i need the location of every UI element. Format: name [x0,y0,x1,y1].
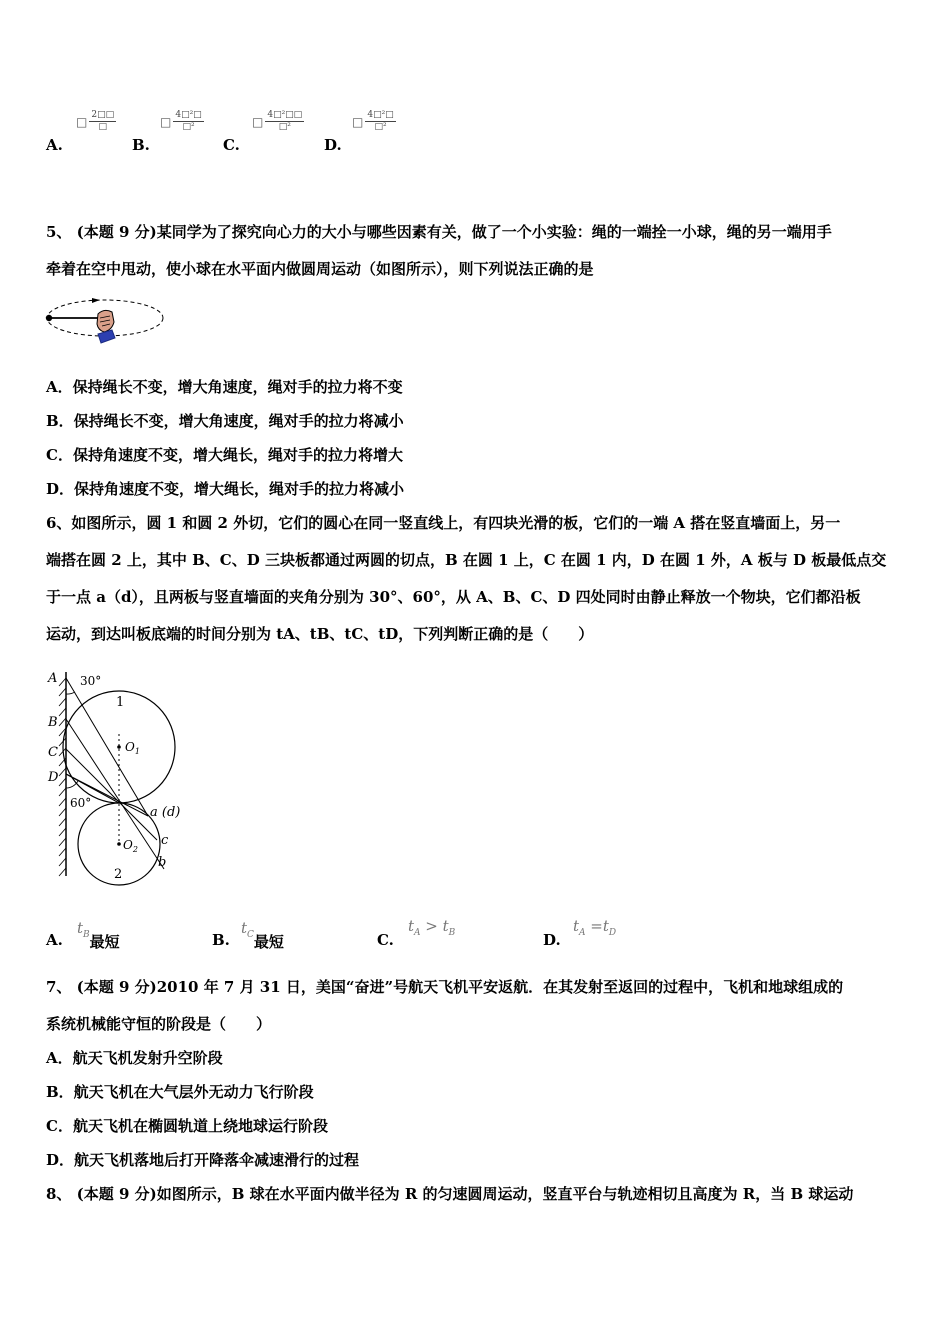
center-o2 [117,842,121,846]
label-o2: $O_2$ [123,838,138,854]
q4-option-a-label: A. [46,136,63,154]
angle-30-arc [66,692,75,694]
q5-stem-line2: 牵着在空中甩动，使小球在水平面内做圆周运动（如图所示），则下列说法正确的是 [46,260,594,278]
q7-option-c: C．航天飞机在椭圆轨道上绕地球运行阶段 [46,1117,328,1135]
q6-stem-line1: 6、如图所示，圆 1 和圆 2 外切，它们的圆心在同一竖直线上，有四块光滑的板，它们的一端 A 搭在竖直墙面上，另一 [46,514,841,532]
q4-option-b-label: B. [132,136,150,154]
label-d: D [48,770,59,785]
label-b-end: b [158,855,167,870]
label-o1: $O_1$ [125,740,140,756]
board-c [66,749,157,840]
q6-option-c-content: $t_A > t_B$ [408,917,456,938]
q7-option-a: A．航天飞机发射升空阶段 [46,1049,223,1067]
q8-stem-line1: 8、 (本题 9 分)如图所示，B 球在水平面内做半径为 R 的匀速圆周运动，竖直平台与轨迹相切且高度为 R，当 B 球运动 [46,1185,854,1203]
q5-stem-line1: 5、 (本题 9 分)某同学为了探究向心力的大小与哪些因素有关，做了一个小实验：绳的一端拴一小球，绳的另一端用手 [46,223,832,241]
label-circle-2: 2 [114,867,123,882]
q7-option-d: D．航天飞机落地后打开降落伞减速滑行的过程 [46,1151,360,1169]
hand-icon [97,310,115,343]
q4-option-a-formula: □ $\frac{2□□}{□}$ [76,110,115,132]
q6-option-a-label: A. [46,931,63,949]
q7-stem-line2: 系统机械能守恒的阶段是（ ） [46,1015,272,1033]
wall-hatching [59,678,66,876]
label-c-end: c [161,833,169,848]
q4-option-c-formula: □ $\frac{\text{4□²□□}}{\text{□²}}$ [252,110,303,132]
q5-option-c: C．保持角速度不变，增大绳长，绳对手的拉力将增大 [46,446,403,464]
q5-option-d: D．保持角速度不变，增大绳长，绳对手的拉力将减小 [46,480,405,498]
q4-option-d-formula: □ $\frac{\text{4□²□}}{\text{□²}}$ [352,110,394,132]
label-a-d: a (d) [150,805,181,820]
q6-option-b-label: B. [212,931,230,949]
q6-stem-line3: 于一点 a（d），且两板与竖直墙面的夹角分别为 30°、60°，从 A、B、C、D 四处同时由静止释放一个物块，它们都沿板 [46,588,861,606]
label-angle-30: 30° [80,674,102,688]
center-o1 [117,745,121,749]
q6-stem-line4: 运动，到达叫板底端的时间分别为 tA、tB、tC、tD，下列判断正确的是（ ） [46,625,594,643]
q7-stem-line1: 7、 (本题 9 分)2010 年 7 月 31 日，美国“奋进”号航天飞机平安返航．在其发射至返回的过程中，飞机和地球组成的 [46,978,844,996]
q6-option-a-content: $t_B$最短 [77,919,120,951]
q5-option-a: A．保持绳长不变，增大角速度，绳对手的拉力将不变 [46,378,403,396]
q6-option-c-label: C. [377,931,394,949]
q4-option-c-label: C. [223,136,240,154]
q6-option-b-content: $t_C$最短 [241,919,284,951]
q5-figure-ball-on-string [42,290,168,360]
q5-option-b: B．保持绳长不变，增大角速度，绳对手的拉力将减小 [46,412,404,430]
q7-option-b: B．航天飞机在大气层外无动力飞行阶段 [46,1083,314,1101]
label-b: B [48,715,58,730]
q6-stem-line2: 端搭在圆 2 上，其中 B、C、D 三块板都通过两圆的切点，B 在圆 1 上，C 在圆 1 内，D 在圆 1 外，A 板与 D 板最低点交 [46,551,887,569]
angle-60-arc [66,781,78,788]
q6-option-d-content: $t_A =t_D$ [573,917,617,938]
label-a: A [48,671,58,686]
label-angle-60: 60° [70,796,92,810]
label-c: C [48,745,58,760]
q4-option-b-formula: □ $\frac{\text{4□²□}}{\text{□²}}$ [160,110,202,132]
q4-option-d-label: D. [324,136,342,154]
q6-figure-circles-and-boards [44,664,194,889]
label-circle-1: 1 [116,695,125,710]
q6-option-d-label: D. [543,931,561,949]
